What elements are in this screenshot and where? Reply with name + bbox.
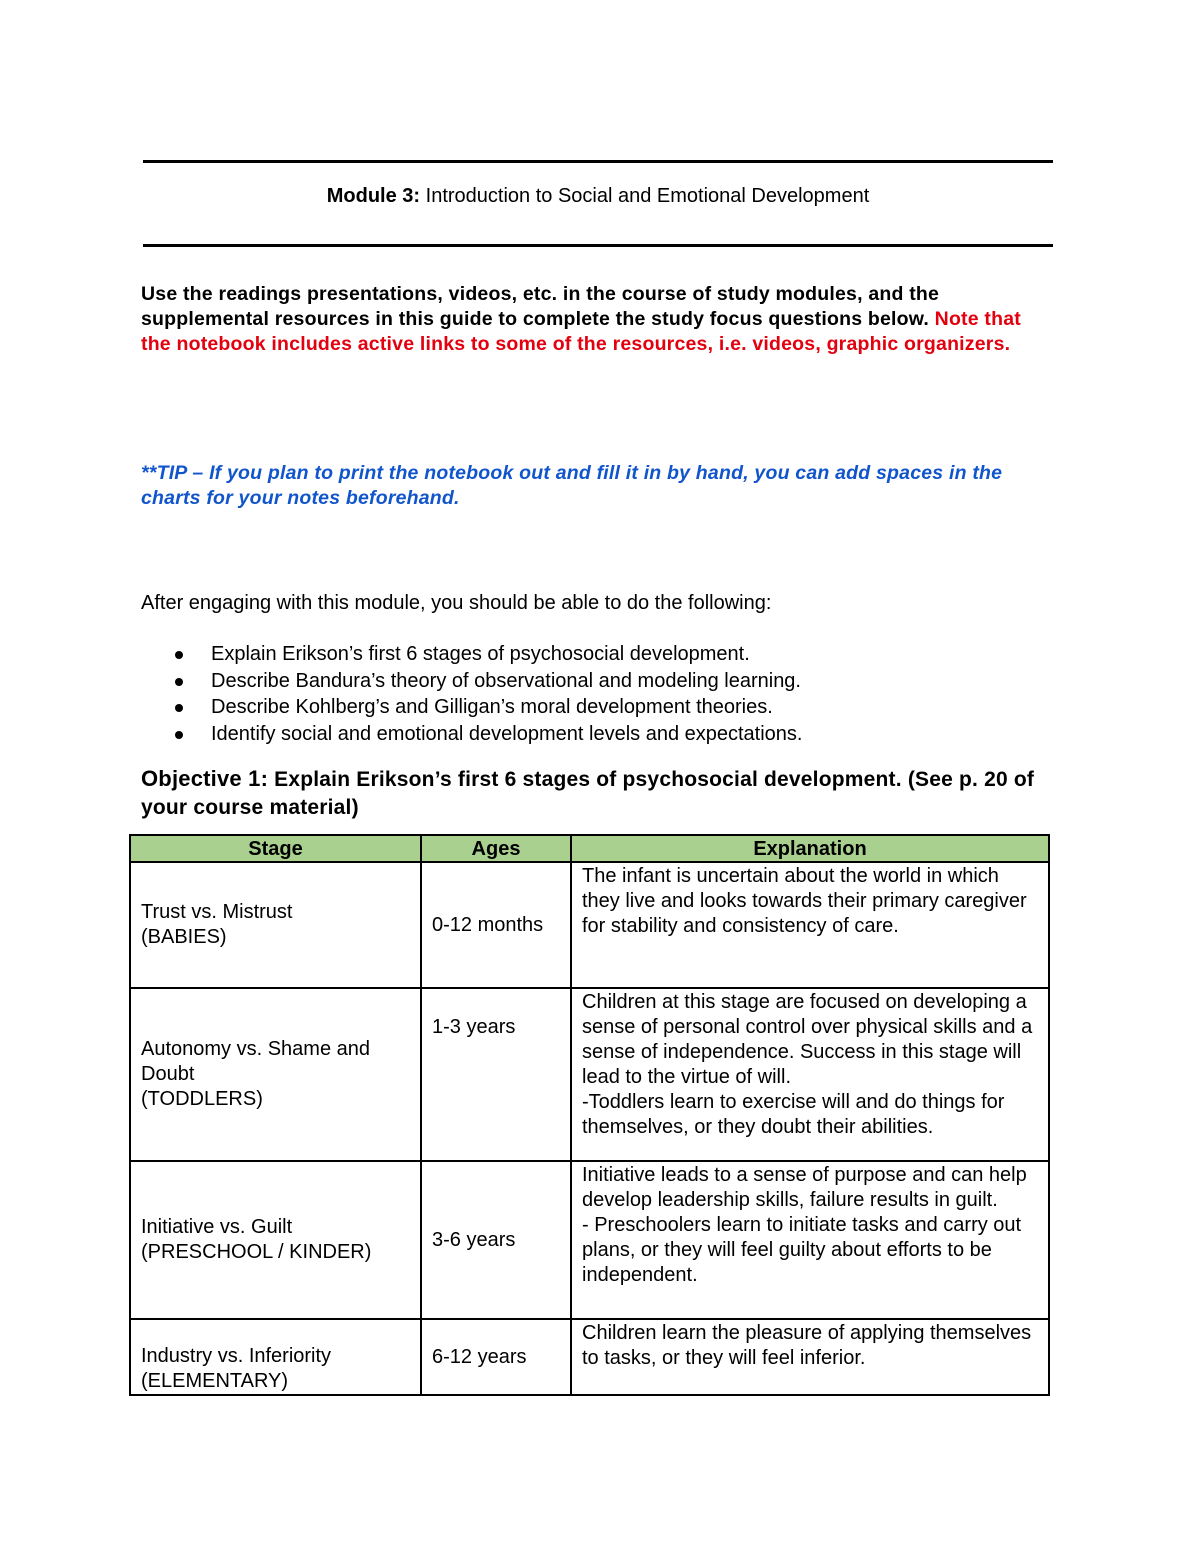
objective-1-label: Objective 1: bbox=[141, 766, 269, 791]
table-row bbox=[130, 862, 1049, 988]
explanation-cell: The infant is uncertain about the world in which they live and looks towards their primary caregiver for stability and consistency of care. bbox=[571, 862, 1049, 988]
intro-text: Use the readings presentations, videos, etc. in the course of study modules, and the supplemental resources in this guide to complete the study focus questions below. bbox=[141, 283, 940, 330]
objective-1-text: Explain Erikson’s first 6 stages of psychosocial development. (See p. 20 of your course material) bbox=[141, 768, 1035, 819]
ages-cell: 1-3 years bbox=[421, 988, 571, 1161]
tip-text: **TIP – If you plan to print the notebook out and fill it in by hand, you can add spaces in the charts for your notes beforehand. bbox=[141, 462, 1003, 509]
table-row bbox=[130, 1161, 1049, 1319]
header-explanation: Explanation bbox=[571, 835, 1049, 862]
bullet-icon bbox=[175, 678, 183, 686]
list-item: Identify social and emotional development levels and expectations. bbox=[141, 721, 802, 748]
module-name: Introduction to Social and Emotional Development bbox=[420, 185, 870, 207]
bullet-icon bbox=[175, 704, 183, 712]
intro-instructions bbox=[141, 282, 1056, 357]
table-row bbox=[130, 988, 1049, 1161]
stage-cell: Autonomy vs. Shame and Doubt (TODDLERS) bbox=[130, 988, 421, 1161]
objective-1-heading bbox=[141, 765, 1061, 822]
header-ages: Ages bbox=[421, 835, 571, 862]
intro-note: Note that the notebook includes active links to some of the resources, i.e. videos, graphic organizers. bbox=[141, 308, 1021, 355]
stage-cell: Industry vs. Inferiority (ELEMENTARY) bbox=[130, 1319, 421, 1395]
stage-cell: Initiative vs. Guilt (PRESCHOOL / KINDER) bbox=[130, 1161, 421, 1319]
list-item: Explain Erikson’s first 6 stages of psychosocial development. bbox=[141, 641, 802, 668]
ages-cell: 0-12 months bbox=[421, 862, 571, 988]
list-item: Describe Bandura’s theory of observational and modeling learning. bbox=[141, 668, 802, 695]
bottom-rule bbox=[143, 244, 1053, 247]
table-header-row bbox=[130, 835, 1049, 862]
explanation-cell: Initiative leads to a sense of purpose and can help develop leadership skills, failure results in guilt. - Preschoolers learn to initiate tasks and carry out plans, or they will feel guilty about efforts to be independent. bbox=[571, 1161, 1049, 1319]
objectives-list bbox=[141, 641, 802, 747]
bullet-icon bbox=[175, 731, 183, 739]
explanation-cell: Children at this stage are focused on developing a sense of personal control over physical skills and a sense of independence. Success in this stage will lead to the virtue of will. -Toddlers learn to exercise will and do things for themselves, or they doubt their abilities. bbox=[571, 988, 1049, 1161]
after-text: After engaging with this module, you should be able to do the following: bbox=[141, 592, 772, 614]
erikson-stages-table bbox=[129, 834, 1050, 1396]
list-item: Describe Kohlberg’s and Gilligan’s moral development theories. bbox=[141, 694, 802, 721]
header-stage: Stage bbox=[130, 835, 421, 862]
ages-cell: 6-12 years bbox=[421, 1319, 571, 1395]
table-row bbox=[130, 1319, 1049, 1395]
module-label: Module 3: bbox=[326, 185, 421, 207]
module-title bbox=[143, 183, 1053, 209]
top-rule bbox=[143, 160, 1053, 163]
stage-cell: Trust vs. Mistrust (BABIES) bbox=[130, 862, 421, 988]
bullet-icon bbox=[175, 651, 183, 659]
explanation-cell: Children learn the pleasure of applying themselves to tasks, or they will feel inferior. bbox=[571, 1319, 1049, 1395]
ages-cell: 3-6 years bbox=[421, 1161, 571, 1319]
